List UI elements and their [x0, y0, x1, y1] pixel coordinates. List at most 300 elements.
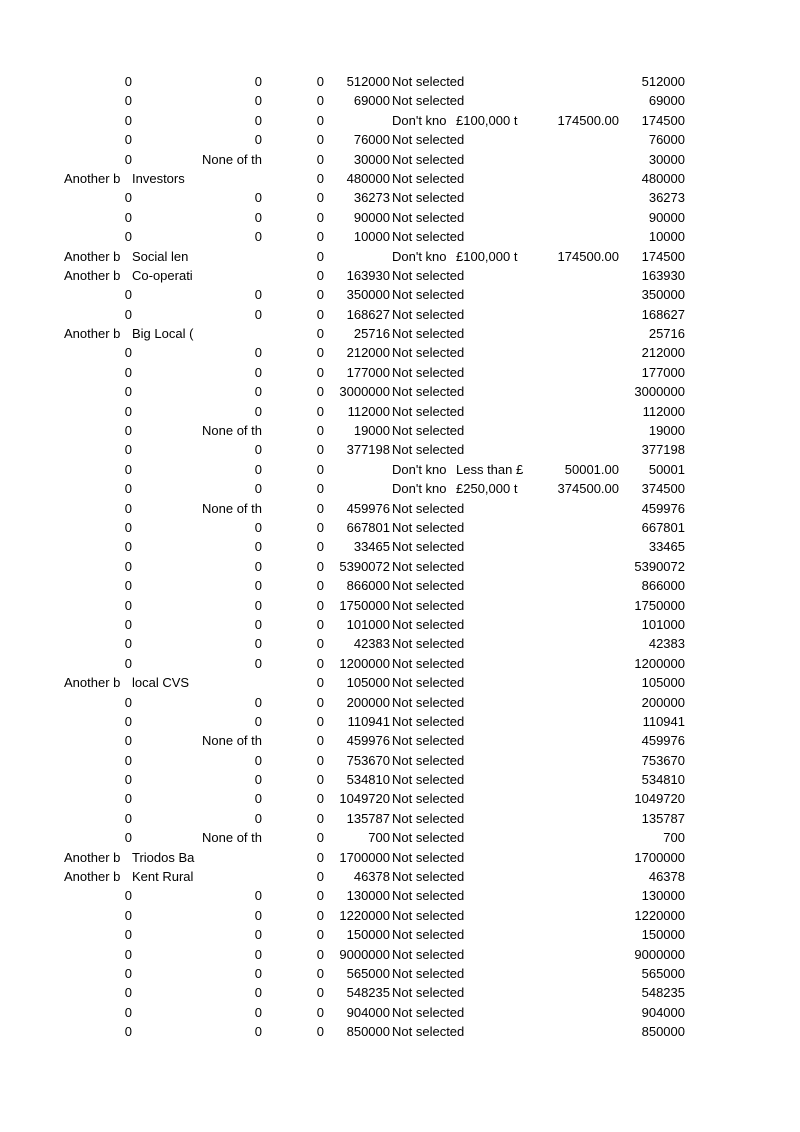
- cell-col-c: 0: [316, 461, 324, 477]
- cell-col-a: 0: [124, 830, 132, 846]
- cell-col-h: 753670: [641, 752, 685, 768]
- cell-col-e: Not selected: [392, 190, 465, 206]
- cell-col-h: 374500: [641, 481, 685, 497]
- cell-col-d: 548235: [346, 985, 390, 1001]
- cell-col-b: 0: [254, 578, 262, 594]
- cell-col-d: 10000: [353, 229, 390, 245]
- cell-col-h: 1750000: [634, 597, 685, 613]
- cell-col-d: 459976: [346, 733, 390, 749]
- cell-col-c: 0: [316, 694, 324, 710]
- cell-col-a: 0: [124, 558, 132, 574]
- table-row: [0, 537, 800, 556]
- cell-col-b: 0: [254, 810, 262, 826]
- cell-col-d: 212000: [346, 345, 390, 361]
- cell-col-c: 0: [316, 151, 324, 167]
- cell-col-d: 565000: [346, 965, 390, 981]
- cell-col-h: 667801: [641, 519, 685, 535]
- table-row: [0, 460, 800, 479]
- cell-col-h: 19000: [648, 423, 685, 439]
- cell-col-h: 350000: [641, 287, 685, 303]
- cell-col-d: 350000: [346, 287, 390, 303]
- cell-col-e: Not selected: [392, 713, 465, 729]
- cell-col-b: 0: [254, 888, 262, 904]
- cell-col-e: Not selected: [392, 655, 465, 671]
- table-row: [0, 945, 800, 964]
- cell-col-b: 0: [254, 209, 262, 225]
- cell-col-c: 0: [316, 597, 324, 613]
- cell-col-h: 112000: [642, 403, 685, 419]
- cell-col-a: 0: [124, 132, 132, 148]
- cell-col-e: Not selected: [392, 1024, 465, 1040]
- cell-col-e: Not selected: [392, 849, 465, 865]
- cell-col-b: 0: [254, 481, 262, 497]
- cell-col-a: 0: [124, 965, 132, 981]
- cell-col-b: None of th: [202, 733, 262, 749]
- cell-col-a: 0: [124, 791, 132, 807]
- cell-col-a: 0: [124, 93, 132, 109]
- cell-col-d: 19000: [353, 423, 390, 439]
- cell-col-c: 0: [316, 965, 324, 981]
- cell-col-a: 0: [124, 985, 132, 1001]
- cell-col-b: 0: [254, 752, 262, 768]
- table-row: [0, 72, 800, 91]
- cell-col-h: 866000: [641, 578, 685, 594]
- cell-col-e: Not selected: [392, 74, 465, 89]
- cell-col-c: 0: [316, 132, 324, 148]
- table-row: [0, 188, 800, 207]
- cell-col-e: Not selected: [392, 869, 465, 885]
- cell-col-e: Not selected: [392, 364, 465, 380]
- cell-col-a: 0: [124, 810, 132, 826]
- table-row: [0, 324, 800, 343]
- cell-col-c: 0: [316, 1004, 324, 1020]
- cell-col-c: 0: [316, 888, 324, 904]
- cell-col-c: 0: [316, 558, 324, 574]
- cell-col-e: Don't kno: [392, 112, 447, 128]
- cell-col-c: 0: [316, 713, 324, 729]
- cell-col-b: 0: [254, 74, 262, 89]
- cell-col-b: None of th: [202, 500, 262, 516]
- cell-col-h: 10000: [648, 229, 685, 245]
- cell-col-h: 135787: [641, 810, 685, 826]
- table-row: [0, 576, 800, 595]
- cell-col-b: 0: [254, 442, 262, 458]
- cell-col-h: 150000: [641, 927, 685, 943]
- cell-col-c: 0: [316, 927, 324, 943]
- cell-col-e: Not selected: [392, 519, 465, 535]
- cell-col-c: 0: [316, 403, 324, 419]
- cell-col-h: 5390072: [634, 558, 685, 574]
- cell-col-d: 1750000: [339, 597, 390, 613]
- cell-col-a: 0: [124, 597, 132, 613]
- cell-col-h: 46378: [648, 869, 685, 885]
- cell-col-h: 3000000: [634, 384, 685, 400]
- cell-col-a: 0: [124, 442, 132, 458]
- cell-col-a: Another b: [64, 248, 121, 264]
- cell-col-b: Triodos Ba: [132, 849, 195, 865]
- cell-col-a: 0: [124, 1004, 132, 1020]
- cell-col-b: 0: [254, 345, 262, 361]
- cell-col-d: 904000: [346, 1004, 390, 1020]
- cell-col-e: Not selected: [392, 694, 465, 710]
- cell-col-d: 36273: [353, 190, 390, 206]
- table-row: [0, 227, 800, 246]
- cell-col-e: Not selected: [392, 209, 465, 225]
- cell-col-h: 548235: [641, 985, 685, 1001]
- cell-col-e: Not selected: [392, 752, 465, 768]
- cell-col-e: Not selected: [392, 229, 465, 245]
- cell-col-h: 700: [663, 830, 685, 846]
- cell-col-d: 9000000: [339, 946, 390, 962]
- cell-col-b: 0: [254, 616, 262, 632]
- cell-col-c: 0: [316, 578, 324, 594]
- cell-col-a: 0: [124, 500, 132, 516]
- table-row: [0, 111, 800, 130]
- table-row: [0, 654, 800, 673]
- cell-col-e: Not selected: [392, 578, 465, 594]
- cell-col-d: 168627: [346, 306, 390, 322]
- cell-col-a: 0: [124, 733, 132, 749]
- cell-col-a: 0: [124, 403, 132, 419]
- table-row: [0, 906, 800, 925]
- cell-col-a: 0: [124, 461, 132, 477]
- cell-col-h: 168627: [641, 306, 685, 322]
- cell-col-h: 174500: [641, 112, 685, 128]
- table-row: [0, 1003, 800, 1022]
- cell-col-h: 50001: [648, 461, 685, 477]
- cell-col-c: 0: [316, 384, 324, 400]
- cell-col-d: 5390072: [339, 558, 390, 574]
- cell-col-d: 90000: [353, 209, 390, 225]
- cell-col-d: 42383: [353, 636, 390, 652]
- table-row: [0, 673, 800, 692]
- cell-col-a: 0: [124, 1024, 132, 1040]
- table-row: [0, 421, 800, 440]
- cell-col-c: 0: [316, 326, 324, 342]
- cell-col-d: 512000: [346, 74, 390, 89]
- cell-col-e: Not selected: [392, 558, 465, 574]
- cell-col-d: 33465: [353, 539, 390, 555]
- cell-col-d: 76000: [353, 132, 390, 148]
- cell-col-g: 50001.00: [564, 461, 619, 477]
- cell-col-g: 374500.00: [557, 481, 619, 497]
- cell-col-a: 0: [124, 481, 132, 497]
- cell-col-b: None of th: [202, 830, 262, 846]
- cell-col-h: 90000: [648, 209, 685, 225]
- cell-col-d: 30000: [353, 151, 390, 167]
- cell-col-c: 0: [316, 229, 324, 245]
- cell-col-c: 0: [316, 93, 324, 109]
- cell-col-c: 0: [316, 287, 324, 303]
- cell-col-c: 0: [316, 985, 324, 1001]
- cell-col-b: Investors: [132, 170, 185, 186]
- cell-col-e: Not selected: [392, 326, 465, 342]
- cell-col-e: Not selected: [392, 675, 465, 691]
- cell-col-c: 0: [316, 616, 324, 632]
- cell-col-a: 0: [124, 539, 132, 555]
- cell-col-c: 0: [316, 830, 324, 846]
- cell-col-c: 0: [316, 423, 324, 439]
- cell-col-b: None of th: [202, 423, 262, 439]
- cell-col-e: Not selected: [392, 1004, 465, 1020]
- table-row: [0, 518, 800, 537]
- table-row: [0, 479, 800, 498]
- cell-col-e: Not selected: [392, 733, 465, 749]
- cell-col-d: 177000: [346, 364, 390, 380]
- cell-col-c: 0: [316, 733, 324, 749]
- cell-col-b: 0: [254, 519, 262, 535]
- cell-col-b: 0: [254, 946, 262, 962]
- table-row: [0, 886, 800, 905]
- cell-col-d: 1049720: [339, 791, 390, 807]
- cell-col-f: £100,000 t: [456, 112, 518, 128]
- cell-col-b: 0: [254, 112, 262, 128]
- cell-col-b: 0: [254, 229, 262, 245]
- cell-col-f: Less than £: [456, 461, 524, 477]
- table-row: [0, 285, 800, 304]
- cell-col-c: 0: [316, 539, 324, 555]
- cell-col-b: 0: [254, 558, 262, 574]
- cell-col-h: 69000: [648, 93, 685, 109]
- cell-col-a: 0: [124, 713, 132, 729]
- cell-col-b: 0: [254, 907, 262, 923]
- cell-col-a: 0: [124, 229, 132, 245]
- cell-col-d: 667801: [346, 519, 390, 535]
- cell-col-c: 0: [316, 190, 324, 206]
- cell-col-b: Kent Rural: [132, 869, 194, 885]
- cell-col-e: Not selected: [392, 616, 465, 632]
- cell-col-a: 0: [124, 927, 132, 943]
- cell-col-a: 0: [124, 752, 132, 768]
- cell-col-a: 0: [124, 112, 132, 128]
- table-row: [0, 712, 800, 731]
- cell-col-b: None of th: [202, 151, 262, 167]
- cell-col-c: 0: [316, 810, 324, 826]
- cell-col-d: 866000: [346, 578, 390, 594]
- cell-col-a: 0: [124, 772, 132, 788]
- cell-col-h: 163930: [641, 267, 685, 283]
- cell-col-d: 46378: [353, 869, 390, 885]
- cell-col-a: Another b: [64, 675, 121, 691]
- cell-col-a: 0: [124, 519, 132, 535]
- cell-col-h: 200000: [641, 694, 685, 710]
- cell-col-h: 42383: [648, 636, 685, 652]
- cell-col-e: Not selected: [392, 965, 465, 981]
- cell-col-h: 76000: [648, 132, 685, 148]
- table-row: [0, 925, 800, 944]
- cell-col-a: Another b: [64, 869, 121, 885]
- cell-col-c: 0: [316, 170, 324, 186]
- cell-col-c: 0: [316, 791, 324, 807]
- cell-col-c: 0: [316, 752, 324, 768]
- cell-col-e: Not selected: [392, 442, 465, 458]
- cell-col-e: Not selected: [392, 306, 465, 322]
- cell-col-h: 130000: [641, 888, 685, 904]
- table-row: [0, 91, 800, 110]
- table-row: [0, 770, 800, 789]
- cell-col-h: 9000000: [634, 946, 685, 962]
- cell-col-e: Don't kno: [392, 248, 447, 264]
- cell-col-h: 174500: [641, 248, 685, 264]
- cell-col-h: 33465: [648, 539, 685, 555]
- cell-col-b: 0: [254, 384, 262, 400]
- cell-col-e: Not selected: [392, 985, 465, 1001]
- cell-col-e: Not selected: [392, 888, 465, 904]
- table-row: [0, 208, 800, 227]
- table-row: [0, 130, 800, 149]
- table-row: [0, 867, 800, 886]
- cell-col-b: 0: [254, 655, 262, 671]
- cell-col-e: Not selected: [392, 267, 465, 283]
- table-row: [0, 440, 800, 459]
- cell-col-b: local CVS: [132, 675, 190, 691]
- table-row: [0, 1022, 800, 1041]
- cell-col-e: Not selected: [392, 170, 465, 186]
- cell-col-c: 0: [316, 869, 324, 885]
- cell-col-d: 753670: [346, 752, 390, 768]
- cell-col-h: 904000: [641, 1004, 685, 1020]
- cell-col-b: 0: [254, 306, 262, 322]
- cell-col-h: 177000: [641, 364, 685, 380]
- cell-col-d: 101000: [346, 616, 390, 632]
- cell-col-b: 0: [254, 364, 262, 380]
- cell-col-a: 0: [124, 364, 132, 380]
- cell-col-h: 534810: [641, 772, 685, 788]
- cell-col-e: Don't kno: [392, 461, 447, 477]
- cell-col-c: 0: [316, 248, 324, 264]
- cell-col-c: 0: [316, 112, 324, 128]
- cell-col-a: 0: [124, 655, 132, 671]
- table-row: [0, 731, 800, 750]
- cell-col-c: 0: [316, 655, 324, 671]
- table-row: [0, 596, 800, 615]
- cell-col-c: 0: [316, 209, 324, 225]
- table-row: [0, 751, 800, 770]
- cell-col-b: 0: [254, 597, 262, 613]
- cell-col-a: Another b: [64, 849, 121, 865]
- cell-col-b: 0: [254, 636, 262, 652]
- table-row: [0, 247, 800, 266]
- cell-col-a: 0: [124, 946, 132, 962]
- cell-col-e: Not selected: [392, 423, 465, 439]
- cell-col-f: £250,000 t: [456, 481, 518, 497]
- cell-col-b: Co-operati: [132, 267, 193, 283]
- cell-col-c: 0: [316, 74, 324, 89]
- table-row: [0, 363, 800, 382]
- cell-col-d: 377198: [346, 442, 390, 458]
- cell-col-e: Not selected: [392, 93, 465, 109]
- cell-col-e: Not selected: [392, 151, 465, 167]
- cell-col-b: 0: [254, 539, 262, 555]
- cell-col-e: Not selected: [392, 287, 465, 303]
- cell-col-d: 105000: [346, 675, 390, 691]
- cell-col-h: 1700000: [634, 849, 685, 865]
- cell-col-b: 0: [254, 791, 262, 807]
- table-row: [0, 150, 800, 169]
- cell-col-a: 0: [124, 888, 132, 904]
- cell-col-a: 0: [124, 306, 132, 322]
- cell-col-d: 459976: [346, 500, 390, 516]
- cell-col-d: 112000: [347, 403, 390, 419]
- cell-col-b: 0: [254, 927, 262, 943]
- cell-col-d: 700: [368, 830, 390, 846]
- table-row: [0, 305, 800, 324]
- table-row: [0, 343, 800, 362]
- cell-col-b: 0: [254, 461, 262, 477]
- cell-col-b: 0: [254, 403, 262, 419]
- cell-col-h: 105000: [641, 675, 685, 691]
- cell-col-h: 25716: [648, 326, 685, 342]
- cell-col-b: 0: [254, 713, 262, 729]
- cell-col-c: 0: [316, 946, 324, 962]
- cell-col-c: 0: [316, 481, 324, 497]
- cell-col-a: 0: [124, 209, 132, 225]
- cell-col-d: 3000000: [339, 384, 390, 400]
- cell-col-d: 150000: [346, 927, 390, 943]
- cell-col-e: Not selected: [392, 927, 465, 943]
- cell-col-d: 200000: [346, 694, 390, 710]
- cell-col-e: Not selected: [392, 597, 465, 613]
- table-row: [0, 169, 800, 188]
- cell-col-a: 0: [124, 190, 132, 206]
- cell-col-a: 0: [124, 694, 132, 710]
- cell-col-c: 0: [316, 306, 324, 322]
- cell-col-e: Not selected: [392, 539, 465, 555]
- cell-col-e: Not selected: [392, 636, 465, 652]
- cell-col-d: 69000: [353, 93, 390, 109]
- cell-col-e: Not selected: [392, 810, 465, 826]
- cell-col-b: 0: [254, 1004, 262, 1020]
- cell-col-a: 0: [124, 423, 132, 439]
- cell-col-b: 0: [254, 694, 262, 710]
- cell-col-c: 0: [316, 267, 324, 283]
- table-row: [0, 402, 800, 421]
- cell-col-a: 0: [124, 616, 132, 632]
- table-row: [0, 964, 800, 983]
- cell-col-c: 0: [316, 519, 324, 535]
- cell-col-h: 1220000: [634, 907, 685, 923]
- cell-col-d: 135787: [346, 810, 390, 826]
- cell-col-c: 0: [316, 772, 324, 788]
- cell-col-c: 0: [316, 442, 324, 458]
- cell-col-h: 565000: [641, 965, 685, 981]
- cell-col-e: Not selected: [392, 403, 465, 419]
- cell-col-b: 0: [254, 965, 262, 981]
- cell-col-h: 1049720: [634, 791, 685, 807]
- cell-col-b: 0: [254, 93, 262, 109]
- cell-col-h: 1200000: [634, 655, 685, 671]
- cell-col-b: 0: [254, 772, 262, 788]
- cell-col-b: Social len: [132, 248, 189, 264]
- cell-col-c: 0: [316, 636, 324, 652]
- cell-col-a: Another b: [64, 267, 121, 283]
- cell-col-h: 110941: [642, 713, 685, 729]
- cell-col-a: 0: [124, 151, 132, 167]
- cell-col-h: 377198: [641, 442, 685, 458]
- cell-col-h: 212000: [641, 345, 685, 361]
- cell-col-d: 480000: [346, 170, 390, 186]
- cell-col-e: Not selected: [392, 830, 465, 846]
- cell-col-e: Not selected: [392, 345, 465, 361]
- cell-col-d: 1700000: [339, 849, 390, 865]
- table-row: [0, 693, 800, 712]
- cell-col-a: 0: [124, 578, 132, 594]
- cell-col-c: 0: [316, 1024, 324, 1040]
- cell-col-h: 101000: [641, 616, 685, 632]
- spreadsheet-page: [0, 72, 800, 1042]
- cell-col-c: 0: [316, 907, 324, 923]
- cell-col-a: 0: [124, 384, 132, 400]
